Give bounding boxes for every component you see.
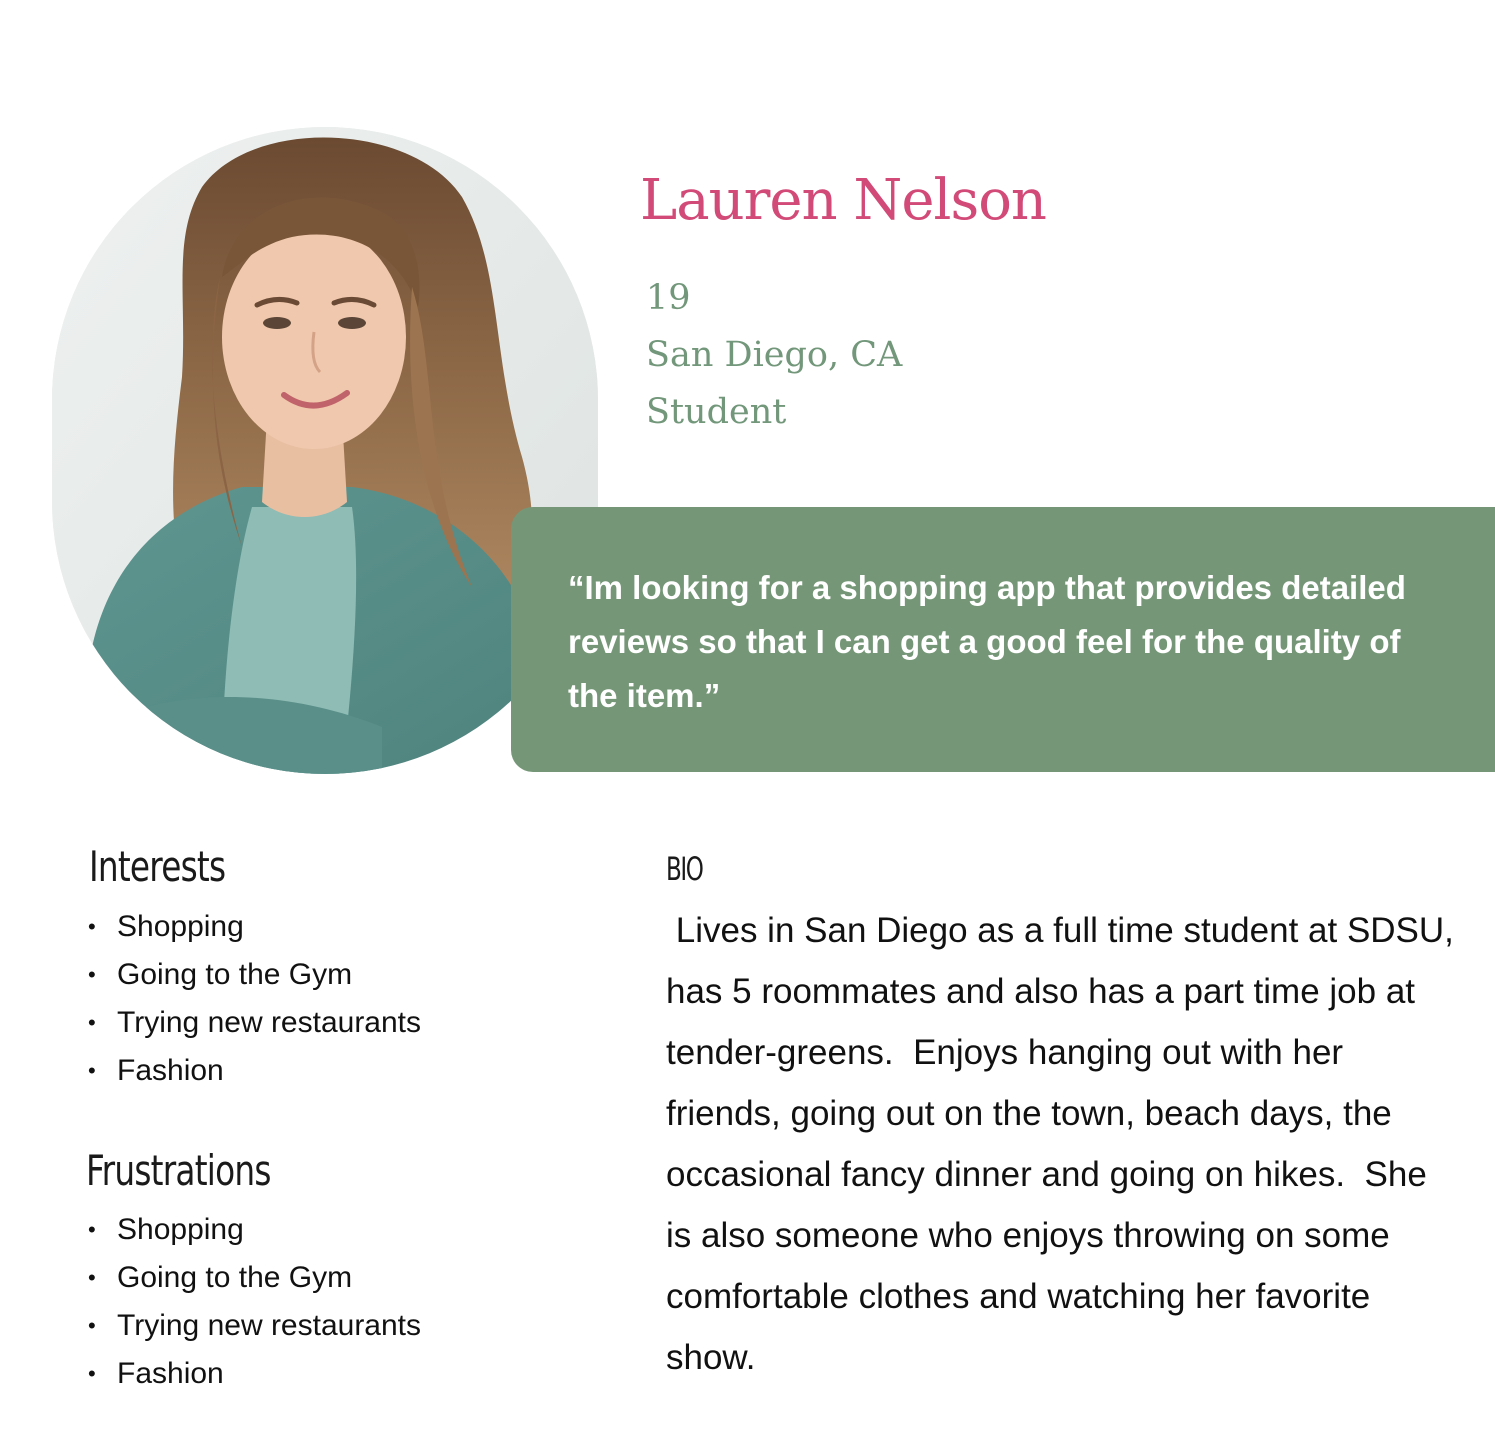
interest-label: Trying new restaurants — [117, 1006, 422, 1039]
list-item — [86, 951, 421, 999]
quote-box — [511, 507, 1495, 772]
persona-quote: “Im looking for a shopping app that provides detailed reviews so that I can get a good feel for the quality of the item.” — [568, 569, 1406, 714]
frustration-label: Shopping — [117, 1213, 244, 1246]
bullet-icon: • — [88, 1010, 96, 1035]
persona-name: Lauren Nelson — [640, 168, 1046, 233]
persona-location: San Diego, CA — [646, 335, 903, 375]
list-item — [86, 903, 421, 951]
list-item — [86, 999, 421, 1047]
frustrations-heading: Frustrations — [86, 1146, 271, 1195]
list-item — [86, 1206, 421, 1254]
bullet-icon: • — [88, 1058, 96, 1083]
list-item — [86, 1254, 421, 1302]
frustration-label: Trying new restaurants — [117, 1309, 422, 1342]
persona-occupation: Student — [646, 392, 787, 432]
interests-list — [86, 903, 421, 1095]
persona-facts — [646, 270, 902, 441]
frustrations-list — [86, 1206, 421, 1398]
persona-age: 19 — [646, 278, 691, 318]
bullet-icon: • — [88, 914, 96, 939]
list-item — [86, 1047, 421, 1095]
interest-label: Fashion — [117, 1054, 224, 1087]
interest-label: Shopping — [117, 910, 244, 943]
list-item — [86, 1350, 421, 1398]
bio-heading: BIO — [666, 850, 703, 888]
bullet-icon: • — [88, 1217, 96, 1242]
bio-text: Lives in San Diego as a full time student at SDSU, has 5 roommates and also has a part time job at tender-greens. Enjoys hanging out with her friends, going out on the town, beach days, the occasional fancy dinner and going on hikes. She is also someone who enjoys throwing on some comfortable clothes and watching her favorite show. — [666, 911, 1464, 1377]
frustration-label: Fashion — [117, 1357, 224, 1390]
bullet-icon: • — [88, 962, 96, 987]
bullet-icon: • — [88, 1265, 96, 1290]
interest-label: Going to the Gym — [117, 958, 353, 991]
bullet-icon: • — [88, 1361, 96, 1386]
bullet-icon: • — [88, 1313, 96, 1338]
list-item — [86, 1302, 421, 1350]
frustration-label: Going to the Gym — [117, 1261, 353, 1294]
interests-heading: Interests — [89, 842, 226, 891]
